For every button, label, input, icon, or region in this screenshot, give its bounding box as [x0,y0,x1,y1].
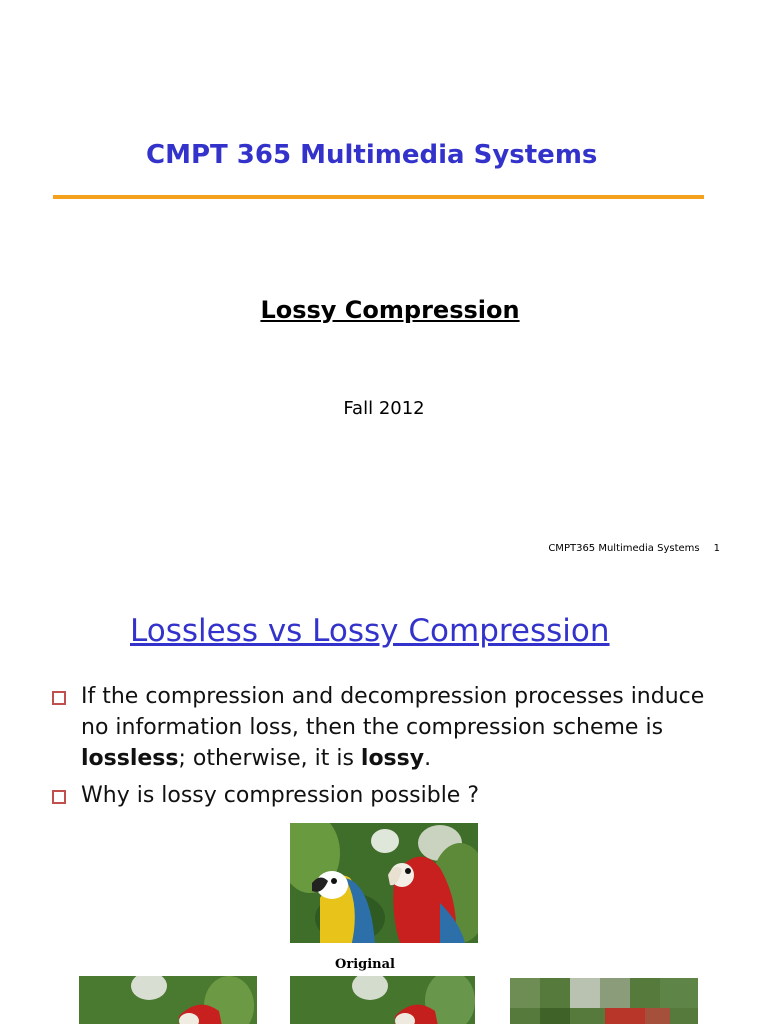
bullet-text: If the compression and decompression processes induce no information loss, then the compression scheme is lossless; otherwise, it is lossy. [81,684,705,771]
lecture-title: Lossy Compression [260,296,520,324]
slide-heading: Lossless vs Lossy Compression [130,613,610,649]
footer-course-name: CMPT365 Multimedia Systems [548,543,700,554]
lecture-title-wrap [0,296,768,324]
bold-term: lossless [81,746,179,771]
course-title: CMPT 365 Multimedia Systems [146,140,598,170]
title-divider [53,195,704,199]
square-bullet-icon [52,790,66,804]
content-slide [0,576,768,1024]
compressed-parrot-image [510,978,698,1024]
compressed-parrot-image [290,976,475,1024]
term-label: Fall 2012 [343,398,425,419]
bullet-item [52,780,721,811]
bold-term: lossy [360,746,425,771]
square-bullet-icon [52,691,66,705]
original-parrot-image [290,823,478,943]
bullet-item [52,681,721,774]
slide-footer [548,543,720,554]
image-caption: Original [335,957,395,972]
bullet-text: Why is lossy compression possible ? [81,783,480,808]
page-number: 1 [713,543,720,554]
compressed-parrot-image [79,976,257,1024]
